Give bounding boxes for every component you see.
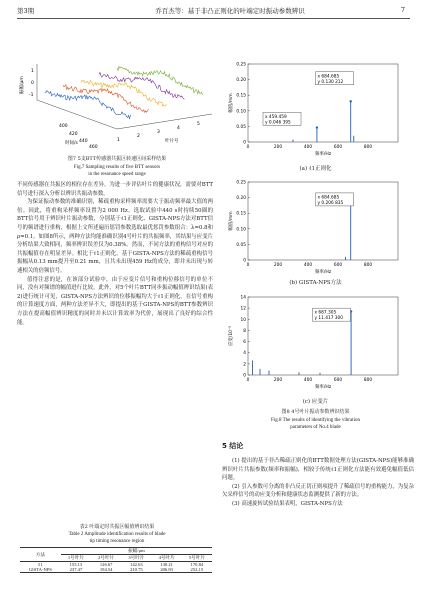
table-2: [20, 547, 212, 573]
x-tick-label: 600: [333, 263, 343, 268]
fig8-caption-en-2: parameters of No.4 blade: [290, 425, 341, 430]
x-tick-label: 800: [363, 145, 373, 150]
y-tick-label: 0: [243, 140, 246, 146]
x-tick-label: 400: [303, 145, 313, 150]
x-tick-label: 600: [333, 378, 343, 383]
fig7-ytick-3: 4: [177, 126, 180, 131]
left-paragraph-1: 为保证振动参数的准确识别，稀疏重构采样频率需要大于振动频率最大值的两倍。因此，将重构采样频率设置为2 000 Hz。选取试验中440 s时持续50圈的BTT信号用于辨识叶片振动参数，分别基于ℓ1正则化、GISTA-NPS方法对BTT信号的频谱进行重构，根据上文所述遍历惩罚参数选取最优惩罚参数组合：λ=0.8和ρ=0.1。如图8所示，两种方法均能准确识别4号叶片的共振频率，其结果与应变片分析结果大致相同，频率辨识误差仅为0.38%。然而，不同方法的重构信号对应的共振幅值存在明显差异。相比于ℓ1正则化，基于GISTA-NPS方法的稀疏重构信号振幅从0.13 mm提升至0.21 mm，且共未出现459 Hz的成分，即并未出现与转速相关的倍频信号。: [17, 199, 213, 274]
table2-col-header: 3号叶片: [128, 555, 145, 560]
table2-cell: 210.75: [130, 567, 143, 572]
datatip-y: y 0.046 395: [265, 120, 291, 126]
table2-col-header: 2号叶片: [98, 555, 115, 560]
fig7-caption-en-1: Fig.7 Sampling results of five BTT sensors: [73, 165, 161, 170]
table2-cell: 142.63: [130, 562, 143, 567]
page-header: [0, 0, 427, 22]
y-axis-label: 应变/10⁻⁶: [229, 325, 234, 347]
fig7-ytick-2: 3: [157, 130, 160, 135]
x-tick-label: 0: [246, 263, 250, 268]
y-tick-label: 6: [243, 340, 246, 346]
fig7-caption-en-2: in the resonance speed range: [88, 172, 146, 177]
y-tick-label: 0.05: [236, 242, 246, 248]
y-tick-label: 0: [243, 373, 246, 379]
y-tick-label: 0.25: [236, 62, 246, 68]
y-axis-label: 幅值/mm: [229, 211, 234, 231]
x-tick-label: 0: [246, 145, 250, 150]
fig8-caption-cn: 图8 4号叶片振动参数辨识结果: [281, 409, 350, 415]
fig7-ytick-4: 5: [197, 122, 200, 127]
table2-cell: 170.84: [190, 562, 204, 567]
datatip-x: x 459.459: [265, 114, 287, 120]
fig8-panel-a: [218, 58, 413, 170]
fig8-panel-c: [218, 291, 413, 399]
fig7-caption-cn: 图7 5支BTT传感器共振区转速区间采样结果: [67, 156, 167, 162]
y-tick-label: 0.20: [236, 78, 246, 84]
datatip-y: y 11.417 300: [314, 316, 344, 322]
fig7-xtick-3: 460: [89, 145, 98, 150]
x-tick-label: 400: [303, 263, 313, 268]
x-axis-label: 频率/Hz: [314, 152, 332, 157]
y-tick-label: 4: [243, 351, 246, 357]
table2-cell: 206.83: [160, 567, 173, 572]
y-tick-label: 2: [243, 362, 246, 368]
figure-7-waterfall: [17, 34, 217, 152]
fig7-xtick-1: 420: [69, 132, 78, 137]
table2-method: GISTA-NPS: [28, 567, 52, 572]
peak-marker: [350, 100, 352, 102]
conclusion-paragraph-0: (1) 提出的基于非凸稀疏正则化的BTT数据处理方法(GISTA-NPS)能够准确辨识叶片共振参数(频率和振幅)，相较于传统ℓ1正则化方法能有效避免幅值低估问题。: [222, 458, 414, 482]
table2-col-header: 1号叶片: [67, 555, 84, 560]
left-paragraph-2: 值得注意的是，在该部分试验中，由于应变片信号和重构位移信号的单位不同，没有对频谱的幅值进行比较。此外，对5个叶片BTT同步振动幅值辨识结果(表2)进行统计可见，GISTA-NPS方法辨识的位移振幅均大于ℓ1正则化。在信号重构的计算速度方面，两种方法差异不大，即提出的基于GISTA-NPS的BTT参数辨识方法在提高幅值辨识精度的同时并未以计算效率为代价，展现出了良好的综合性能。: [17, 276, 213, 326]
x-tick-label: 0: [246, 378, 250, 383]
x-tick-label: 200: [273, 145, 283, 150]
y-tick-label: 0.15: [236, 93, 246, 99]
fig8-panel-b: [218, 176, 413, 280]
table2-caption-en-2: tip timing resonance region: [89, 539, 145, 544]
table2-method-header: 方法: [20, 548, 61, 562]
x-tick-label: 200: [273, 263, 283, 268]
table2-cell: 237.47: [69, 567, 83, 572]
datatip-x: x 684.685: [317, 195, 340, 201]
table-row: [20, 567, 212, 573]
table2-amp-header: 振幅/μm: [61, 548, 212, 555]
fig7-zlabel: 振幅/μm: [20, 76, 25, 94]
y-tick-label: 0.15: [236, 211, 246, 217]
section-5-title: 5 结论: [222, 442, 244, 450]
fig7-ztick-0: 1: [31, 69, 34, 74]
left-paragraph-0: 不同传感器在共振区的相位存在差异。为进一步评估叶片的健康状况，需要对BTT信号进行深入分析以辨识共振动参数。: [17, 182, 213, 197]
x-axis-label: 频率/Hz: [314, 385, 332, 390]
table2-cell: 155.13: [69, 562, 83, 567]
fig8-caption-en-1: Fig.8 The results of identifying the vibration: [271, 418, 360, 423]
y-tick-label: 12: [240, 306, 246, 312]
fig7-xlabel: 时间/s: [65, 141, 78, 146]
y-tick-label: 0.25: [236, 180, 246, 186]
fig7-trace: [117, 67, 203, 95]
table2-caption-en-1: Table 2 Amplitude identification results of blade: [68, 532, 166, 537]
fig7-ztick-1: 0: [31, 81, 34, 86]
y-tick-label: 0.10: [236, 227, 246, 233]
y-tick-label: 8: [243, 328, 246, 334]
fig7-ztick-2: -1: [29, 93, 34, 98]
fig8-sub-a: (a) ℓ1正则化: [299, 166, 332, 172]
table2-cell: 130.21: [160, 562, 173, 567]
datatip-x: x 687.305: [314, 310, 337, 316]
table2-caption-cn: 表2 叶端定时共振区幅值辨识结果: [79, 524, 155, 530]
y-tick-label: 10: [240, 317, 246, 323]
table2-col-header: 5号叶片: [188, 555, 205, 560]
table2-cell: 252.15: [190, 567, 204, 572]
y-tick-label: 0.05: [236, 124, 246, 130]
fig7-trace: [81, 80, 167, 106]
x-tick-label: 800: [363, 263, 373, 268]
conclusion-paragraph-1: (2) 引入参数可分离的非凸反正切正则项提升了稀疏信号的重构能力，为复杂欠采样信号的动应变分析和健康状态监测提供了新的方法。: [222, 483, 414, 499]
datatip-y: y 0.130 212: [317, 79, 344, 85]
right-column-text: [222, 457, 414, 509]
x-tick-label: 400: [303, 378, 313, 383]
y-tick-label: 0.20: [236, 196, 246, 202]
peak-marker: [316, 126, 318, 128]
fig8-sub-b: (b) GISTA-NPS方法: [289, 280, 342, 286]
running-title: 乔百杰等：基于非凸正则化的叶端定时振动参数辨识: [155, 7, 305, 15]
x-axis-label: 频率/Hz: [314, 270, 332, 275]
journal-issue: 第3期: [17, 7, 35, 15]
table2-col-header: 4号叶片: [158, 555, 175, 560]
datatip-y: y 0.206 835: [317, 200, 344, 206]
x-tick-label: 800: [363, 378, 373, 383]
table2-cell: 126.67: [99, 562, 113, 567]
fig7-xtick-2: 440: [79, 139, 88, 144]
y-tick-label: 0.10: [236, 109, 246, 115]
y-tick-label: 14: [240, 295, 246, 301]
fig7-ytick-1: 2: [137, 134, 140, 139]
x-tick-label: 600: [333, 145, 343, 150]
y-axis-label: 幅值/mm: [229, 93, 234, 113]
conclusion-paragraph-2: (3) 高速旋转试验结果表明，GISTA-NPS方法: [232, 500, 343, 507]
fig7-ylabel: 叶片号: [165, 139, 179, 144]
header-rule: [17, 18, 410, 19]
table2-cell: 194.54: [99, 567, 113, 572]
y-tick-label: 0: [243, 258, 246, 264]
fig8-sub-c: (c) 应变片: [302, 399, 329, 405]
x-tick-label: 200: [273, 378, 283, 383]
datatip-x: x 684.685: [317, 74, 340, 80]
fig7-xtick-0: 400: [59, 124, 68, 129]
page-number: 7: [400, 6, 405, 14]
left-column-text: [17, 181, 213, 327]
fig7-x-axis: [37, 100, 117, 129]
table2-method: ℓ1: [38, 562, 43, 567]
fig7-ytick-0: 1: [117, 138, 120, 143]
